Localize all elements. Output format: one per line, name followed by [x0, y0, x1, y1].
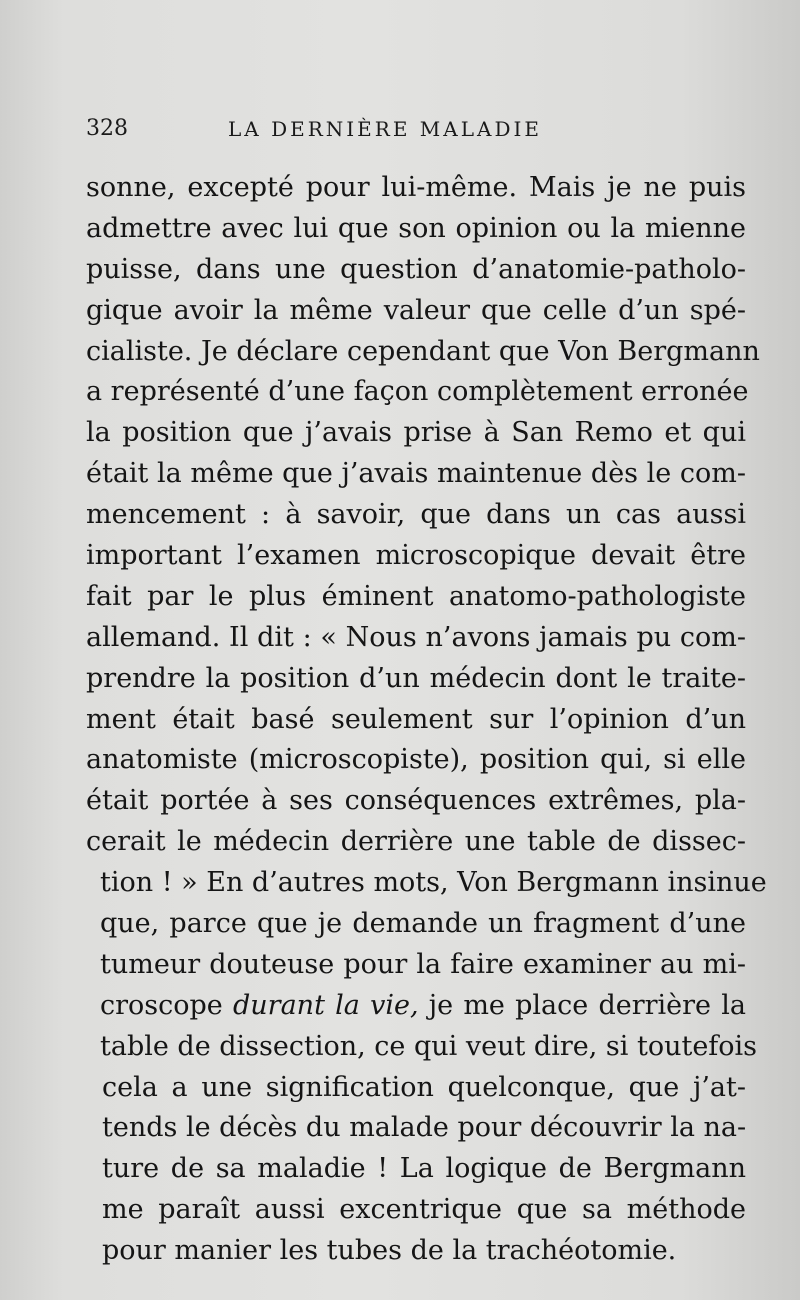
- text-line: fait par le plus éminent anatomo-pathologiste: [86, 580, 746, 612]
- text-line: cerait le médecin derrière une table de dissec-: [86, 826, 746, 858]
- text-line: prendre la position d’un médecin dont le traite-: [86, 662, 746, 694]
- text-line: important l’examen microscopique devait être: [86, 540, 746, 572]
- text-line: sonne, excepté pour lui-même. Mais je ne puis: [86, 172, 746, 203]
- text-line: puisse, dans une question d’anatomie-patholo-: [86, 253, 746, 285]
- text-line: ture de sa maladie ! La logique de Bergmann: [102, 1153, 746, 1185]
- text-line: la position que j’avais prise à San Remo et qui: [86, 417, 746, 449]
- body-text: [86, 168, 767, 1272]
- text-line: allemand. Il dit : « Nous n’avons jamais pu com-: [86, 621, 746, 653]
- text-line: tumeur douteuse pour la faire examiner au mi-: [100, 948, 746, 980]
- text-line: était la même que j’avais maintenue dès le com-: [86, 458, 746, 490]
- page-number: 328: [86, 116, 128, 141]
- text-line: était portée à ses conséquences extrêmes, pla-: [86, 785, 746, 817]
- text-line: cela a une signification quelconque, que j’at-: [102, 1071, 746, 1103]
- text-line: table de dissection, ce qui veut dire, si toutefois: [100, 1030, 758, 1062]
- text-line: a représenté d’une façon complètement erronée: [86, 376, 749, 408]
- text-fragment: croscope: [100, 989, 223, 1021]
- text-line: pour manier les tubes de la trachéotomie.: [102, 1235, 677, 1267]
- text-line: mencement : à savoir, que dans un cas aussi: [86, 499, 746, 531]
- text-line: ment était basé seulement sur l’opinion d’un: [86, 703, 746, 735]
- text-line: cialiste. Je déclare cependant que Von Bergmann: [86, 335, 760, 367]
- text-line-mixed: [86, 986, 746, 1027]
- italic-phrase: durant la vie,: [233, 989, 419, 1021]
- text-line: que, parce que je demande un fragment d’une: [100, 908, 746, 940]
- text-line: anatomiste (microscopiste), position qui, si elle: [86, 744, 746, 776]
- text-line: gique avoir la même valeur que celle d’un spé-: [86, 294, 746, 326]
- running-head: LA DERNIÈRE MALADIE: [228, 117, 542, 141]
- text-line: me paraît aussi excentrique que sa méthode: [102, 1194, 746, 1226]
- page-header: [86, 112, 706, 146]
- text-line: tends le décès du malade pour découvrir la na-: [102, 1112, 747, 1144]
- text-line: tion ! » En d’autres mots, Von Bergmann insinue: [100, 867, 767, 899]
- text-line: admettre avec lui que son opinion ou la mienne: [86, 212, 746, 244]
- text-fragment: je me place derrière la: [428, 989, 746, 1021]
